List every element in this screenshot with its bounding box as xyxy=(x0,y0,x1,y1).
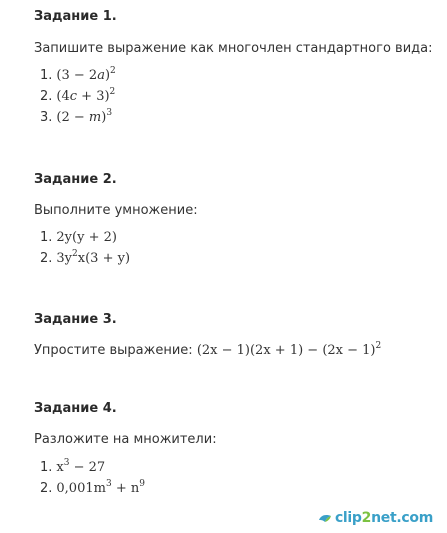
task-1-instruction: Запишите выражение как многочлен стандартного вида: xyxy=(34,41,433,56)
task-4-instruction: Разложите на множители: xyxy=(34,432,217,447)
list-item: 2. $0,001m^3 + n^9$ xyxy=(40,479,145,496)
task-1-list xyxy=(40,65,116,128)
task-2-title: Задание 2. xyxy=(34,172,117,187)
list-item: 2. $3y^2x(3 + y)$ xyxy=(40,249,131,266)
task-2-instruction: Выполните умножение: xyxy=(34,203,198,218)
list-item: 1. 2y(y + 2) xyxy=(40,230,117,245)
task-2-list xyxy=(40,227,130,269)
watermark-part-1: clip xyxy=(334,510,362,526)
list-item: 3. $(2 - m)^3$ xyxy=(40,108,113,125)
clip2net-watermark xyxy=(317,507,433,529)
watermark-part-2: 2 xyxy=(361,510,372,526)
watermark-part-3: net.com xyxy=(371,510,433,526)
task-3-title: Задание 3. xyxy=(34,312,117,327)
clip2net-bird-icon xyxy=(317,510,333,526)
list-item: 1. $x^3 - 27$ xyxy=(40,458,106,475)
task-1-title: Задание 1. xyxy=(34,9,117,24)
list-item: 1. $(3 - 2a)^2$ xyxy=(40,66,116,83)
task-3-instruction: Упростите выражение: $(2x - 1)(2x + 1) - (2x - 1)^2$ xyxy=(34,341,382,358)
task-4-list xyxy=(40,457,145,499)
task-4-title: Задание 4. xyxy=(34,401,117,416)
list-item: 2. $(4c + 3)^2$ xyxy=(40,87,116,104)
